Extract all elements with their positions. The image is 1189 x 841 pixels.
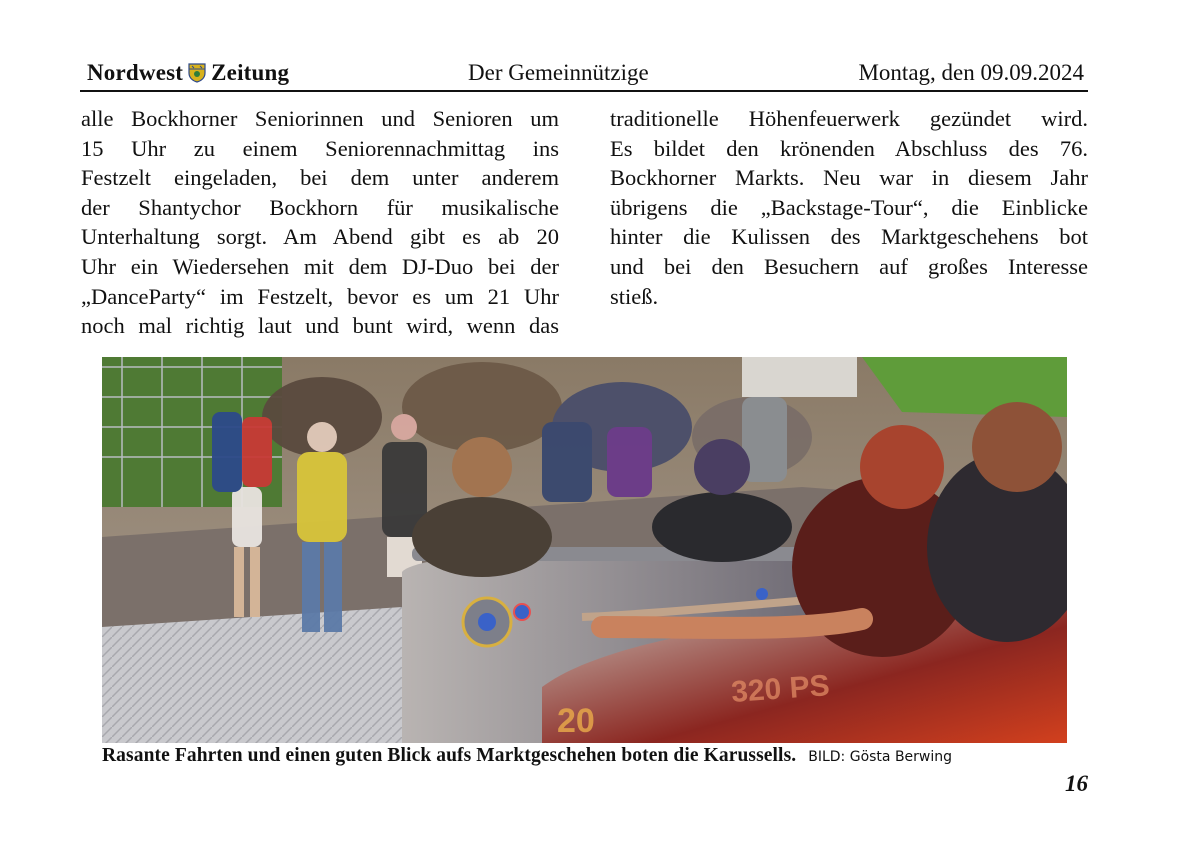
text-line: Festzelt eingeladen, bei dem unter anderem [81, 165, 559, 191]
text-line: Uhr ein Wiedersehen mit dem DJ-Duo bei der [81, 253, 559, 279]
article-column-right [610, 104, 1088, 311]
masthead-left-word: Nordwest [87, 60, 184, 85]
issue-date: Montag, den 09.09.2024 [858, 60, 1084, 85]
text-line: alle Bockhorner Seniorinnen und Senioren um [81, 106, 559, 131]
text-line: Bockhorner Markts. Neu war in diesem Jahr [610, 165, 1088, 191]
photo-caption [102, 745, 952, 767]
car-number-right: 320 PS [730, 669, 831, 709]
text-line: 15 Uhr zu einem Seniorennachmittag ins [81, 135, 559, 161]
text-line: Unterhaltung sorgt. Am Abend gibt es ab 20 [81, 224, 559, 250]
text-line: Es bildet den krönenden Abschluss des 76. [610, 135, 1088, 161]
page-number: 16 [1065, 771, 1088, 796]
fairground-carousel-photo [102, 357, 1067, 743]
text-line: hinter die Kulissen des Marktgeschehens bot [610, 224, 1088, 250]
newspaper-masthead [87, 60, 289, 86]
text-line: und bei den Besuchern auf großes Interesse [610, 253, 1088, 279]
car-number-left: 20 [557, 702, 595, 740]
article-column-left [81, 104, 559, 341]
text-line: noch mal richtig laut und bunt wird, wenn das [81, 313, 559, 339]
text-line: traditionelle Höhenfeuerwerk gezündet wird. [610, 106, 1088, 131]
text-line: der Shantychor Bockhorn für musikalische [81, 194, 559, 220]
section-title: Der Gemeinnützige [468, 60, 649, 85]
text-line: stieß. [610, 283, 659, 309]
text-line: übrigens die „Backstage-Tour“, die Einblicke [610, 194, 1088, 220]
coat-of-arms-icon [188, 63, 206, 83]
masthead-right-word: Zeitung [211, 60, 290, 85]
photo-credit: BILD: Gösta Berwing [808, 749, 953, 765]
page-header [80, 58, 1088, 92]
text-line: „DanceParty“ im Festzelt, bevor es um 21 Uhr [81, 283, 559, 309]
caption-text: Rasante Fahrten und einen guten Blick aufs Marktgeschehen boten die Karussells. [102, 745, 797, 766]
